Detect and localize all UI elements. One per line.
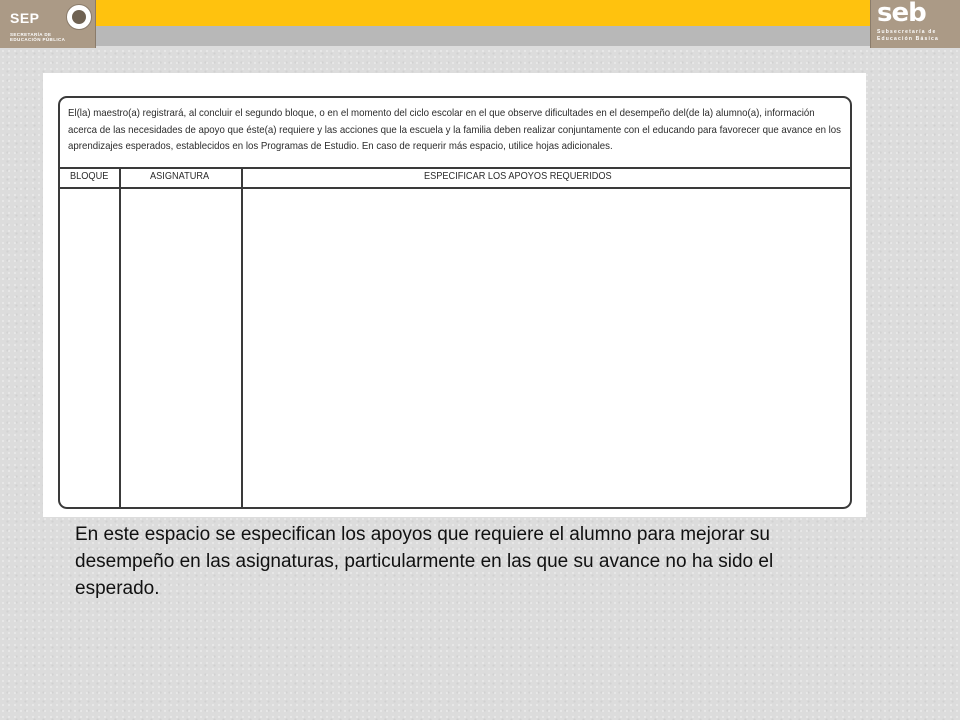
form-divider-header bbox=[60, 187, 850, 189]
form-frame bbox=[58, 96, 852, 509]
column-header-bloque: BLOQUE bbox=[70, 171, 109, 182]
seb-logo-right bbox=[870, 0, 960, 48]
sep-logo-left bbox=[0, 0, 96, 48]
form-divider-top bbox=[60, 167, 850, 169]
column-header-apoyos: ESPECIFICAR LOS APOYOS REQUERIDOS bbox=[424, 171, 612, 182]
seb-logo-text: seb bbox=[877, 0, 926, 28]
form-image bbox=[43, 73, 866, 517]
coat-of-arms-icon bbox=[66, 4, 92, 30]
header-grey-bar bbox=[0, 26, 960, 46]
seb-logo-subtitle: Subsecretaría de Educación Básica bbox=[877, 29, 939, 42]
sep-logo-subtitle: SECRETARÍA DE EDUCACIÓN PÚBLICA bbox=[10, 32, 66, 42]
sep-logo-text: SEP bbox=[10, 10, 40, 26]
form-column-line-2 bbox=[241, 169, 243, 509]
column-header-asignatura: ASIGNATURA bbox=[150, 171, 210, 182]
slide-caption: En este espacio se especifican los apoyos que requiere el alumno para mejorar su desempeño en las asignaturas, particularmente en las que su avance no ha sido el esperado. bbox=[75, 524, 774, 599]
form-instructions: El(la) maestro(a) registrará, al concluir el segundo bloque, o en el momento del ciclo escolar en el que observe dificultades en el desempeño del(de la) alumno(a), información acerca de las necesidades de apoyo que éste(a) requiere y las acciones que la escuela y la familia deben realizar conjuntamente con el educando para favorecer que avance en los aprendizajes esperados, establecidos en los Programas de Estudio. En caso de requerir más espacio, utilice hojas adicionales. bbox=[68, 108, 842, 152]
header-yellow-bar bbox=[0, 0, 960, 26]
form-column-line-1 bbox=[119, 169, 121, 509]
